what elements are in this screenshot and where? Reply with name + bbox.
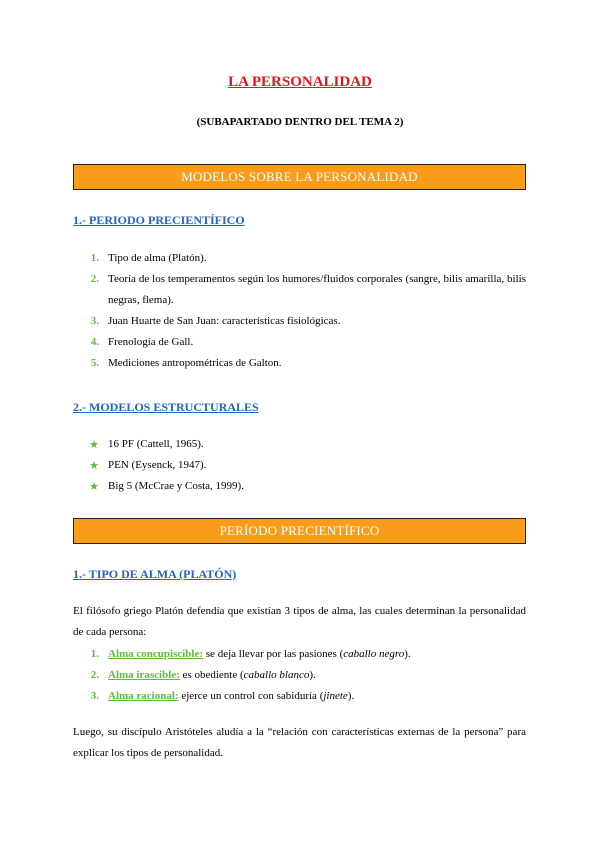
list-item-text: Mediciones antropométricas de Galton. — [108, 357, 282, 369]
star-bullet-icon: ★ — [89, 459, 99, 472]
banner-periodo-precientifico: PERÍODO PRECIENTÍFICO — [73, 518, 526, 544]
alma-desc-end: ). — [309, 669, 316, 681]
heading-modelos-estructurales: 2.- MODELOS ESTRUCTURALES — [73, 400, 259, 414]
list-item — [73, 434, 526, 455]
list-item-text: 16 PF (Cattell, 1965). — [108, 438, 204, 450]
list-item-text: Tipo de alma (Platón). — [108, 252, 207, 264]
alma-label: Alma racional: — [108, 690, 179, 702]
alma-desc-end: ). — [347, 690, 355, 702]
list-item-text — [108, 686, 526, 707]
list-number: 1. — [90, 648, 99, 660]
alma-desc: ejerce un control con sabiduría ( — [178, 690, 324, 702]
paragraph-closing: Luego, su discípulo Aristóteles aludía a la “relación con características externas de la persona” para explicar los tipos de personalidad. — [73, 726, 526, 759]
list-item — [73, 686, 526, 707]
heading-tipo-de-alma: 1.- TIPO DE ALMA (PLATÓN) — [73, 567, 237, 581]
list-item-text: PEN (Eysenck, 1947). — [108, 459, 207, 471]
page-title: LA PERSONALIDAD — [228, 74, 372, 90]
star-bullet-icon: ★ — [89, 480, 99, 493]
alma-desc: se deja llevar por las pasiones ( — [203, 648, 344, 660]
list-tipos-de-alma — [73, 644, 526, 707]
alma-desc: es obediente ( — [179, 669, 244, 681]
list-item-text: Big 5 (McCrae y Costa, 1999). — [108, 480, 244, 492]
list-item — [73, 665, 526, 686]
list-item — [73, 311, 526, 332]
heading-periodo-precientifico: 1.- PERIODO PRECIENTÍFICO — [73, 213, 245, 227]
list-item-text: Teoría de los temperamentos según los humores/fluidos corporales (sangre, bilis amarilla, bilis negras, flema). — [108, 273, 526, 306]
list-item-text: Juan Huarte de San Juan: características fisiológicas. — [108, 315, 341, 327]
list-item-text — [108, 644, 526, 665]
list-number: 3. — [90, 690, 99, 702]
banner-modelos: MODELOS SOBRE LA PERSONALIDAD — [73, 164, 526, 190]
alma-label: Alma irascible: — [108, 669, 180, 681]
paragraph-intro: El filósofo griego Platón defendía que existían 3 tipos de alma, las cuales determinan la personalidad de cada persona: — [73, 605, 526, 638]
alma-metaphor: caballo negro — [343, 648, 405, 660]
list-item-text: Frenología de Gall. — [108, 336, 194, 348]
list-item — [73, 269, 526, 311]
list-number: 5. — [90, 357, 99, 369]
list-item — [73, 455, 526, 476]
list-item — [73, 248, 526, 269]
alma-metaphor: caballo blanco — [243, 669, 310, 681]
list-modelos-estructurales — [73, 434, 526, 497]
list-number: 1. — [90, 252, 99, 264]
list-number: 2. — [90, 669, 99, 681]
list-number: 4. — [90, 336, 99, 348]
list-number: 3. — [90, 315, 99, 327]
alma-label: Alma concupiscible: — [108, 648, 204, 660]
list-item-text — [108, 665, 526, 686]
list-item — [73, 332, 526, 353]
alma-desc-end: ). — [404, 648, 411, 660]
list-item — [73, 476, 526, 497]
alma-metaphor: jinete — [323, 690, 348, 702]
list-item — [73, 353, 526, 374]
star-bullet-icon: ★ — [89, 438, 99, 451]
list-number: 2. — [90, 273, 99, 285]
page-subtitle: (SUBAPARTADO DENTRO DEL TEMA 2) — [196, 116, 404, 128]
list-item — [73, 644, 526, 665]
list-periodo-precientifico — [73, 248, 526, 374]
